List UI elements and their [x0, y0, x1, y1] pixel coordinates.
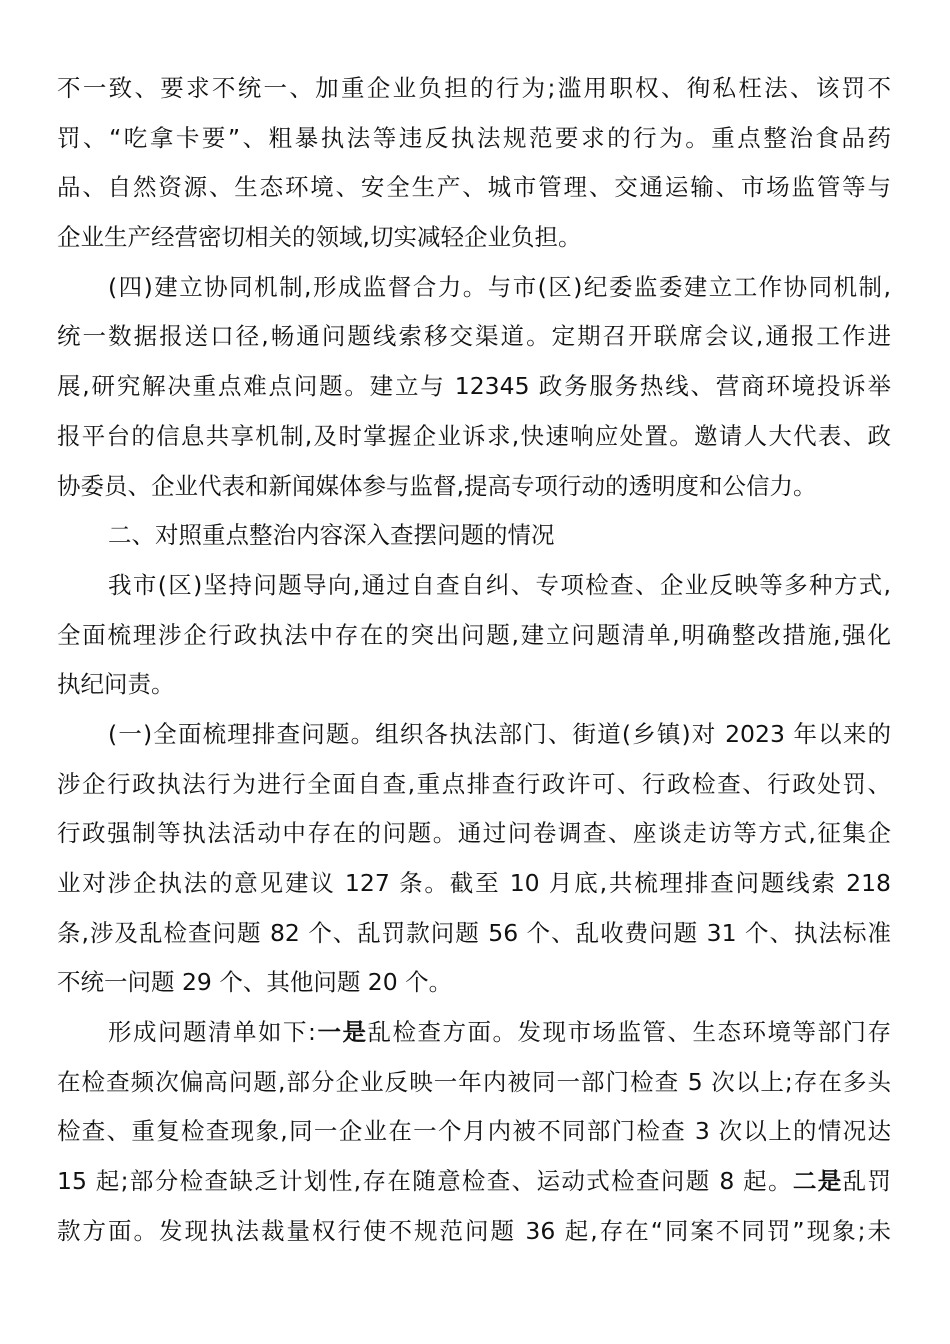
text-segment: 款方面。发现执法裁量权行使不规范问题 36 起,存在“同案不同罚”现象;未 [57, 1216, 891, 1245]
text-segment: 业对涉企执法的意见建议 127 条。截至 10 月底,共梳理排查问题线索 218 [57, 869, 891, 897]
text-line [57, 362, 891, 412]
text-segment: 展,研究解决重点难点问题。建立与 12345 政务服务热线、营商环境投诉举 [57, 372, 891, 401]
text-segment: 二、对照重点整治内容深入查摆问题的情况 [108, 521, 555, 550]
text-segment: 涉企行政执法行为进行全面自查,重点排查行政许可、行政检查、行政处罚、 [57, 769, 891, 798]
text-segment: 品、自然资源、生态环境、安全生产、城市管理、交通运输、市场监管等与 [57, 173, 891, 202]
text-line [57, 561, 891, 611]
bold-emphasis: 二是 [792, 1167, 843, 1196]
text-segment: 乱检查方面。发现市场监管、生态环境等部门存 [367, 1018, 891, 1047]
text-segment: 执纪问责。 [57, 670, 175, 699]
text-line [57, 660, 891, 710]
text-segment: (一)全面梳理排查问题。组织各执法部门、街道(乡镇)对 2023 年以来的 [108, 719, 891, 748]
text-segment: 罚、“吃拿卡要”、粗暴执法等违反执法规范要求的行为。重点整治食品药 [57, 123, 891, 152]
text-line [57, 1157, 891, 1207]
bold-emphasis: 一是 [315, 1018, 368, 1047]
document-page [57, 64, 891, 1257]
text-line [57, 263, 891, 313]
text-line [57, 958, 891, 1008]
text-segment: 不一致、要求不统一、加重企业负担的行为;滥用职权、徇私枉法、该罚不 [57, 74, 891, 102]
text-line [57, 909, 891, 959]
text-line [57, 64, 891, 114]
text-segment: 不统一问题 29 个、其他问题 20 个。 [57, 968, 453, 997]
paragraph-p4-intro [57, 561, 891, 710]
text-segment: 乱罚 [842, 1167, 892, 1196]
text-segment: (四)建立协同机制,形成监督合力。与市(区)纪委监委建立工作协同机制, [108, 272, 891, 301]
text-line [57, 859, 891, 909]
text-segment: 15 起;部分检查缺乏计划性,存在随意检查、运动式检查问题 8 起。 [57, 1167, 793, 1196]
text-line [57, 462, 891, 512]
text-line [57, 213, 891, 263]
text-line [57, 1058, 891, 1108]
text-segment: 企业生产经营密切相关的领域,切实减轻企业负担。 [57, 223, 582, 252]
text-line [57, 1008, 891, 1058]
text-line [57, 809, 891, 859]
text-line [57, 412, 891, 462]
text-segment: 报平台的信息共享机制,及时掌握企业诉求,快速响应处置。邀请人大代表、政 [57, 421, 891, 450]
text-segment: 形成问题清单如下: [108, 1018, 316, 1047]
text-segment: 协委员、企业代表和新闻媒体参与监督,提高专项行动的透明度和公信力。 [57, 471, 817, 500]
text-line [57, 611, 891, 661]
text-segment: 我市(区)坚持问题导向,通过自查自纠、专项检查、企业反映等多种方式, [108, 570, 891, 599]
text-segment: 行政强制等执法活动中存在的问题。通过问卷调查、座谈走访等方式,征集企 [57, 819, 891, 848]
text-segment: 在检查频次偏高问题,部分企业反映一年内被同一部门检查 5 次以上;存在多头 [57, 1067, 891, 1096]
text-segment: 统一数据报送口径,畅通问题线索移交渠道。定期召开联席会议,通报工作进 [57, 322, 891, 351]
text-line [57, 1107, 891, 1157]
text-line [57, 760, 891, 810]
text-segment: 全面梳理涉企行政执法中存在的突出问题,建立问题清单,明确整改措施,强化 [57, 620, 891, 649]
text-line [57, 312, 891, 362]
paragraph-p6-problem-list [57, 1008, 891, 1256]
text-line [57, 511, 891, 561]
paragraph-p3-section-heading [57, 511, 891, 561]
text-line [57, 710, 891, 760]
paragraph-p1-continuation [57, 64, 891, 263]
text-segment: 条,涉及乱检查问题 82 个、乱罚款问题 56 个、乱收费问题 31 个、执法标准 [57, 918, 891, 947]
paragraph-p5-comprehensive-review [57, 710, 891, 1008]
text-segment: 检查、重复检查现象,同一企业在一个月内被不同部门检查 3 次以上的情况达 [57, 1117, 891, 1146]
paragraph-p2-coordination-mechanism [57, 263, 891, 511]
text-line [57, 1207, 891, 1257]
text-line [57, 163, 891, 213]
text-line [57, 114, 891, 164]
